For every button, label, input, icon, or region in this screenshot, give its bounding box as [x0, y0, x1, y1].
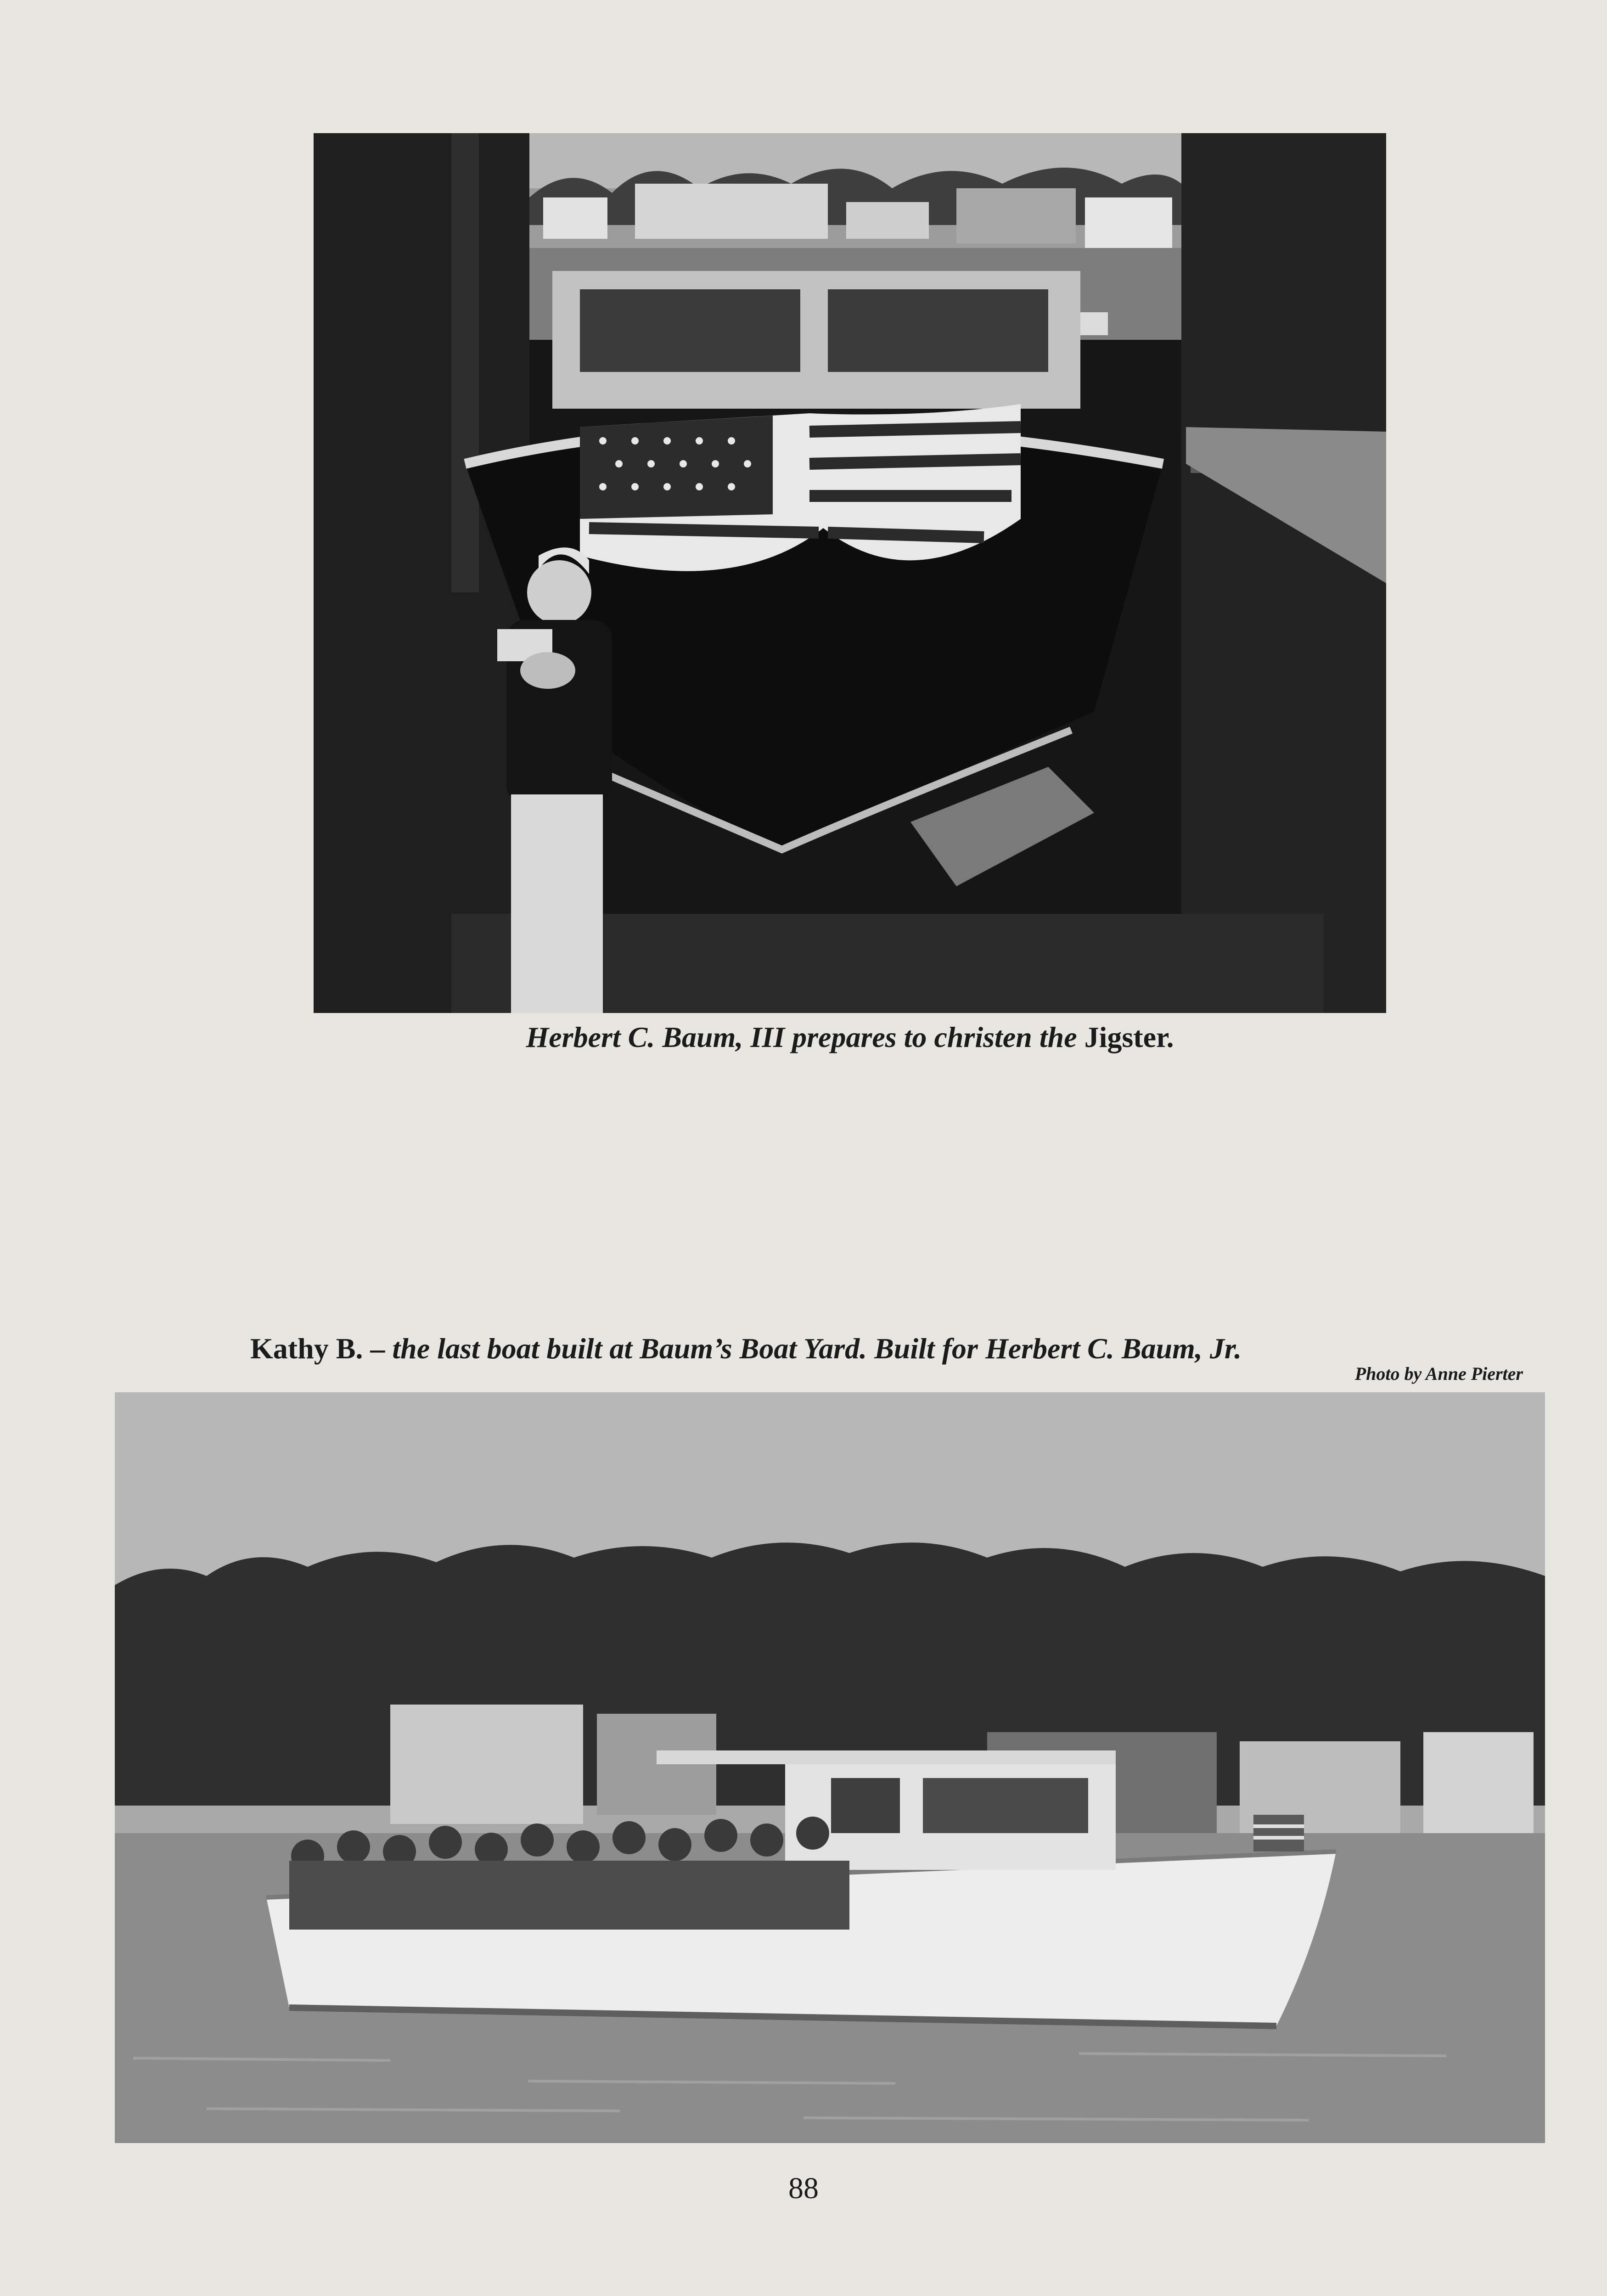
photo-kathy-b-boat	[115, 1392, 1545, 2143]
photo-credit: Photo by Anne Pierter	[1354, 1363, 1523, 1384]
caption-dash: –	[370, 1332, 385, 1365]
jigster-photo-image	[314, 133, 1386, 1013]
photo-kathy-b-caption	[250, 1332, 1242, 1366]
photo-jigster-caption	[314, 1020, 1386, 1054]
caption-boat-name-kathy-b: Kathy B.	[250, 1332, 363, 1365]
kathy-b-photo-image	[115, 1392, 1545, 2143]
page-number: 88	[788, 2172, 819, 2205]
caption-christening-text: Herbert C. Baum, III prepares to christen the	[526, 1021, 1077, 1053]
photo-jigster-christening	[314, 133, 1386, 1013]
caption-kathy-b-text: the last boat built at Baum’s Boat Yard. Built for Herbert C. Baum, Jr.	[392, 1332, 1242, 1365]
caption-boat-name-jigster: Jigster.	[1084, 1021, 1174, 1053]
